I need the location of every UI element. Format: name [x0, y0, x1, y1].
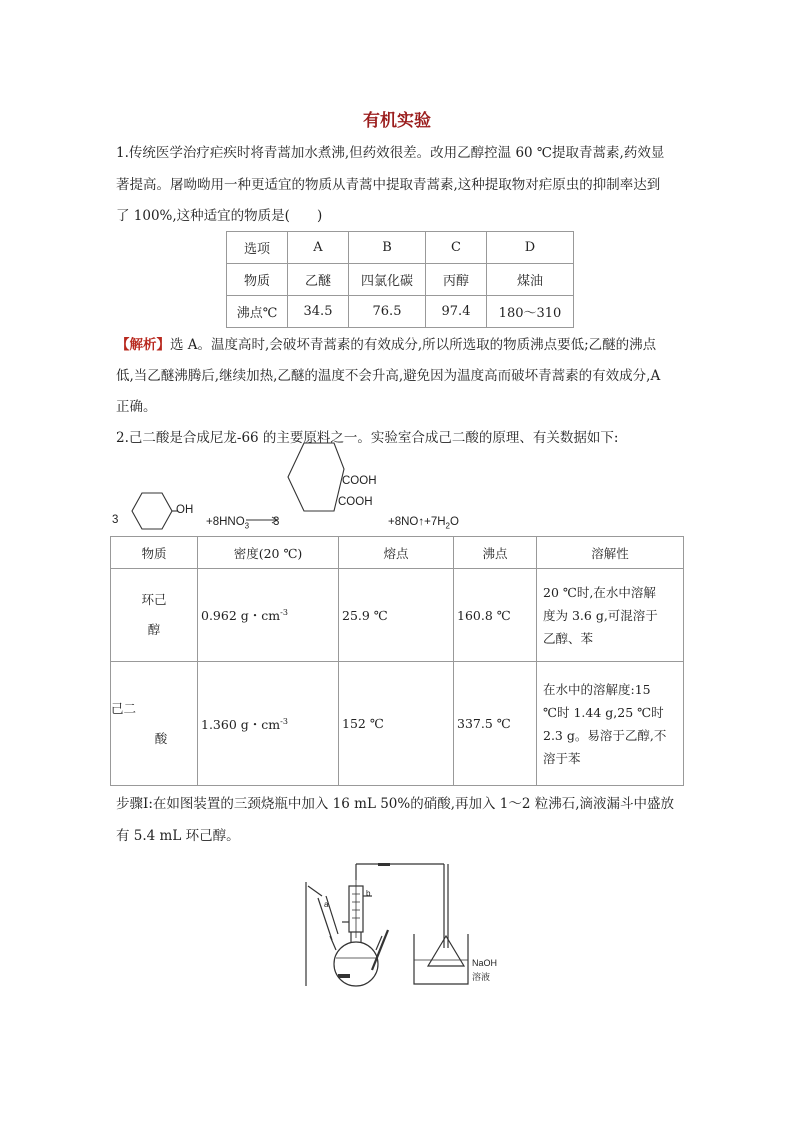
adipic-acid-ring — [282, 441, 348, 531]
table-cell: 34.5 — [288, 296, 349, 328]
reaction-equation — [112, 455, 572, 535]
q1-options-table — [226, 231, 574, 328]
apparatus-drawing — [296, 856, 506, 988]
products-text: +8NO↑+7H — [388, 516, 446, 528]
table-row — [227, 232, 574, 264]
solubility-cell — [537, 662, 684, 786]
table-cell: 煤油 — [487, 264, 574, 296]
page-title: 有机实验 — [363, 111, 431, 131]
name-line: 己二 — [111, 700, 137, 716]
cooh-top: COOH — [342, 475, 377, 487]
bp-cell: 337.5 ℃ — [454, 662, 537, 786]
name-cell — [111, 569, 198, 662]
solution-label: 溶液 — [472, 972, 491, 982]
table-cell: B — [349, 232, 426, 264]
oh-label: OH — [176, 504, 194, 516]
reagent-text: +8HNO — [206, 516, 245, 528]
q1-line-2: 著提高。屠呦呦用一种更适宜的物质从青蒿中提取青蒿素,这种提取物对疟原虫的抑制率达到 — [116, 177, 661, 193]
table-row — [111, 569, 684, 662]
table-cell: 乙醚 — [288, 264, 349, 296]
table-cell: 沸点℃ — [227, 296, 288, 328]
header-cell: 熔点 — [339, 537, 454, 569]
header-cell: 溶解性 — [537, 537, 684, 569]
name-line: 环己 — [141, 592, 167, 607]
sol-line: 在水中的溶解度:15 — [543, 681, 651, 697]
sol-line: 度为 3.6 g,可混溶于 — [543, 607, 658, 623]
density-exp: -3 — [280, 716, 288, 726]
density-exp: -3 — [280, 607, 288, 617]
density-cell — [198, 569, 339, 662]
density-cell — [198, 662, 339, 786]
q1-analysis-line-1 — [116, 335, 656, 355]
analysis-tag: 【解析】 — [116, 337, 170, 353]
table-cell: D — [487, 232, 574, 264]
sol-line: 2.3 g。易溶于乙醇,不 — [543, 727, 667, 743]
header-cell: 沸点 — [454, 537, 537, 569]
density-value: 0.962 g・cm — [201, 608, 281, 623]
reagent — [206, 516, 249, 530]
mp-cell: 25.9 ℃ — [339, 569, 454, 662]
table-row — [227, 296, 574, 328]
reagent-sub: 3 — [244, 521, 250, 531]
sol-line: 20 ℃时,在水中溶解 — [543, 584, 656, 600]
label-b: b — [366, 889, 371, 898]
table-cell: 180～310 — [487, 296, 574, 328]
table-row — [111, 662, 684, 786]
sol-line: ℃时 1.44 g,25 ℃时 — [543, 704, 664, 720]
table-cell: 物质 — [227, 264, 288, 296]
solubility-cell — [537, 569, 684, 662]
header-cell: 物质 — [111, 537, 198, 569]
label-a: a — [324, 900, 329, 909]
products-sub: 2 — [445, 521, 450, 531]
table-cell: A — [288, 232, 349, 264]
table-header-row — [111, 537, 684, 569]
table-cell: 97.4 — [426, 296, 487, 328]
step1-line-2: 有 5.4 mL 环己醇。 — [116, 828, 240, 844]
mp-cell: 152 ℃ — [339, 662, 454, 786]
table-cell: 丙醇 — [426, 264, 487, 296]
cyclohexanol-ring — [122, 491, 182, 535]
table-cell: C — [426, 232, 487, 264]
q2-intro: 2.己二酸是合成尼龙-66 的主要原料之一。实验室合成己二酸的原理、有关数据如下: — [116, 430, 619, 446]
sol-line: 乙醇、苯 — [543, 630, 594, 646]
cooh-bottom: COOH — [338, 496, 373, 508]
name-cell — [111, 662, 198, 786]
q2-data-table — [110, 536, 684, 786]
products-end: O — [449, 516, 459, 528]
table-row — [227, 264, 574, 296]
coef-right: 3 — [273, 516, 280, 528]
table-cell: 四氯化碳 — [349, 264, 426, 296]
table-cell: 选项 — [227, 232, 288, 264]
q1-line-3: 了 100%,这种适宜的物质是( ) — [116, 208, 323, 224]
name-line: 醇 — [147, 622, 161, 637]
sol-line: 溶于苯 — [543, 750, 581, 766]
density-value: 1.360 g・cm — [201, 716, 281, 732]
header-cell: 密度(20 ℃) — [198, 537, 339, 569]
step1-line-1: 步骤Ⅰ:在如图装置的三颈烧瓶中加入 16 mL 50%的硝酸,再加入 1～2 粒沸石,滴液漏斗中盛放 — [116, 796, 675, 812]
apparatus-figure — [296, 856, 506, 988]
q1-analysis-line-2: 低,当乙醚沸腾后,继续加热,乙醚的温度不会升高,避免因为温度高而破坏青蒿素的有效成分,A — [116, 368, 661, 384]
table-cell: 76.5 — [349, 296, 426, 328]
name-line: 酸 — [154, 730, 168, 746]
q1-analysis-line-3: 正确。 — [116, 399, 157, 415]
q1-line-1: 1.传统医学治疗疟疾时将青蒿加水煮沸,但药效很差。改用乙醇控温 60 ℃提取青蒿素,药效显 — [116, 145, 665, 161]
coef-left: 3 — [112, 514, 119, 526]
products — [388, 516, 459, 530]
naoh-label: NaOH — [472, 958, 498, 968]
bp-cell: 160.8 ℃ — [454, 569, 537, 662]
analysis-text: 选 A。温度高时,会破坏青蒿素的有效成分,所以所选取的物质沸点要低;乙醚的沸点 — [170, 337, 657, 353]
